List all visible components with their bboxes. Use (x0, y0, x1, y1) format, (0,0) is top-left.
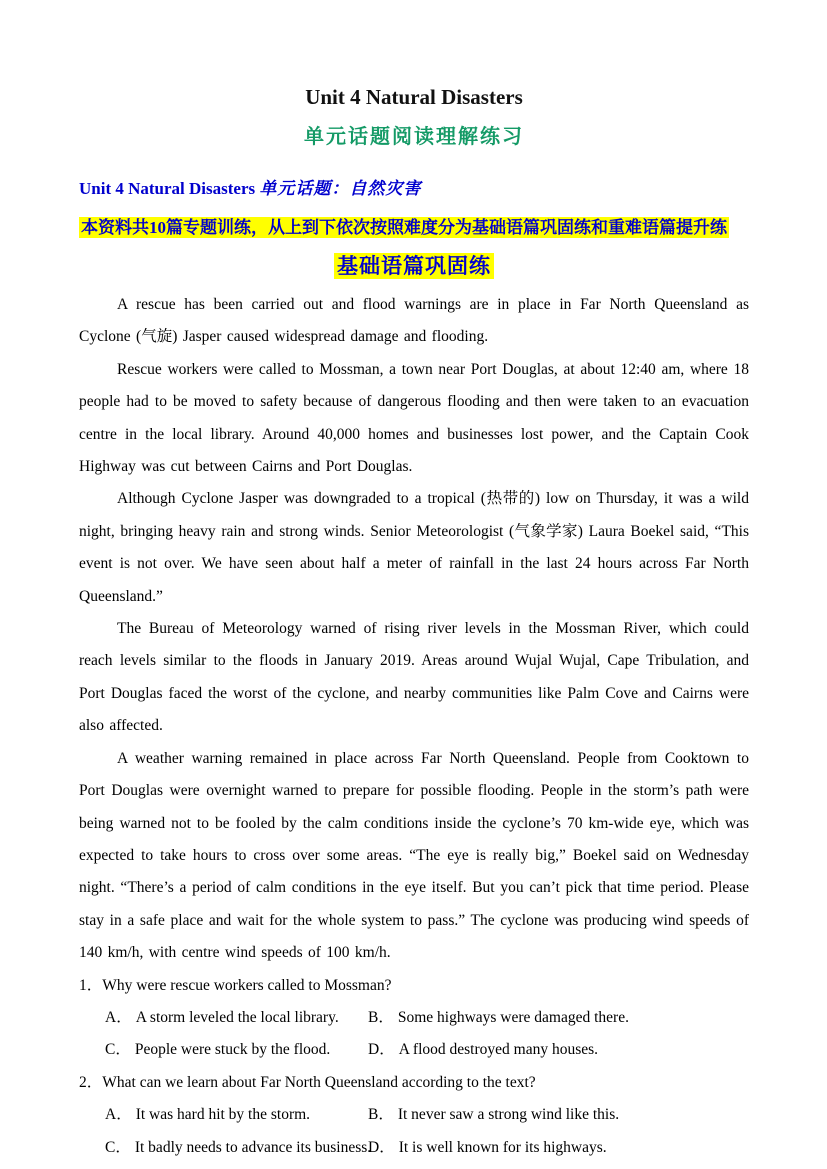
passage-paragraph: A weather warning remained in place across Far North Queensland. People from Cooktown to Port Douglas were overnight warned to prepare for possible flooding. People in the storm’s path were being warned not to be fooled by the calm conditions inside the cyclone’s 70 km-wide eye, which was expected to take hours to cross over some areas. “The eye is really big,” Boekel said on Wednesday night. “There’s a period of calm conditions in the eye itself. But you can’t pick that time period. Please stay in a safe place and wait for the whole system to pass.” The cyclone was producing wind speeds of 140 km/h, with centre wind speeds of 100 km/h. (79, 749, 749, 962)
question-block-2 (79, 1067, 749, 1164)
option-1c-text: People were stuck by the flood. (134, 1041, 331, 1059)
question-2-options (79, 1099, 749, 1164)
option-1a-text: A storm leveled the local library. (135, 1008, 339, 1026)
option-1d-text: A flood destroyed many houses. (398, 1041, 599, 1059)
question-1-options (79, 1002, 749, 1067)
page-title: Unit 4 Natural Disasters (305, 85, 523, 109)
passage-paragraph: Rescue workers were called to Mossman, a town near Port Douglas, at about 12:40 am, where 18 people had to be moved to safety because of dangerous flooding and then were taken to an evacuation centre in the local library. Around 40,000 homes and businesses lost power, and the Captain Cook Highway was cut between Cairns and Port Douglas. (79, 360, 749, 476)
option-1b-text: Some highways were damaged there. (397, 1008, 629, 1026)
questions-section (79, 970, 749, 1164)
unit-topic-english: Unit 4 Natural Disasters (79, 179, 260, 198)
question-2-number: 2． (79, 1073, 103, 1091)
option-2b-label: B． (368, 1106, 394, 1124)
option-2d-text: It is well known for its highways. (398, 1138, 607, 1156)
option-2b (368, 1099, 749, 1131)
option-1b (368, 1002, 749, 1034)
passage-paragraph: The Bureau of Meteorology warned of rising river levels in the Mossman River, which could reach levels similar to the floods in January 2019. Areas around Wujal Wujal, Cape Tribulation, and Port Douglas faced the worst of the cyclone, and nearby communities like Palm Cove and Cairns were also affected. (79, 620, 749, 735)
option-2b-text: It never saw a strong wind like this. (397, 1106, 620, 1124)
question-2-stem: What can we learn about Far North Queensland according to the text? (102, 1073, 536, 1091)
question-1-number: 1． (79, 976, 103, 994)
section-heading (79, 253, 749, 279)
option-1b-label: B． (368, 1008, 394, 1026)
question-2-text (79, 1067, 749, 1099)
page-subtitle: 单元话题阅读理解练习 (304, 126, 524, 148)
option-2a-text: It was hard hit by the storm. (135, 1106, 311, 1124)
option-1a (105, 1002, 368, 1034)
option-1c (105, 1034, 368, 1066)
passage-paragraph: Although Cyclone Jasper was downgraded to a tropical (热带的) low on Thursday, it was a wild night, bringing heavy rain and strong winds. Senior Meteorologist (气象学家) Laura Boekel said, “This event is not over. We have seen about half a meter of rainfall in the last 24 hours across Far North Queensland.” (79, 490, 749, 605)
reading-passage (79, 289, 749, 970)
option-1c-label: C． (105, 1041, 131, 1059)
unit-topic-chinese: 单元话题：自然灾害 (259, 179, 422, 198)
option-1d (368, 1034, 749, 1066)
option-2c-text: It badly needs to advance its business. (134, 1138, 372, 1156)
option-2c (105, 1132, 372, 1164)
option-2d (368, 1132, 749, 1164)
option-1d-label: D． (368, 1041, 395, 1059)
option-1a-label: A． (105, 1008, 132, 1026)
section-heading-highlight: 基础语篇巩固练 (334, 253, 494, 279)
unit-topic-line (79, 178, 749, 200)
question-1-text (79, 970, 749, 1002)
option-2a (105, 1099, 368, 1131)
option-2a-label: A． (105, 1106, 132, 1124)
passage-paragraph: A rescue has been carried out and flood warnings are in place in Far North Queensland as Cyclone (气旋) Jasper caused widespread damage and flooding. (79, 296, 749, 346)
option-2c-label: C． (105, 1138, 131, 1156)
question-1-stem: Why were rescue workers called to Mossman? (102, 976, 392, 994)
notice-highlight: 本资料共10篇专题训练，从上到下依次按照难度分为基础语篇巩固练和重难语篇提升练 (81, 218, 727, 237)
question-block-1 (79, 970, 749, 1067)
notice-line (79, 216, 749, 240)
option-2d-label: D． (368, 1138, 395, 1156)
